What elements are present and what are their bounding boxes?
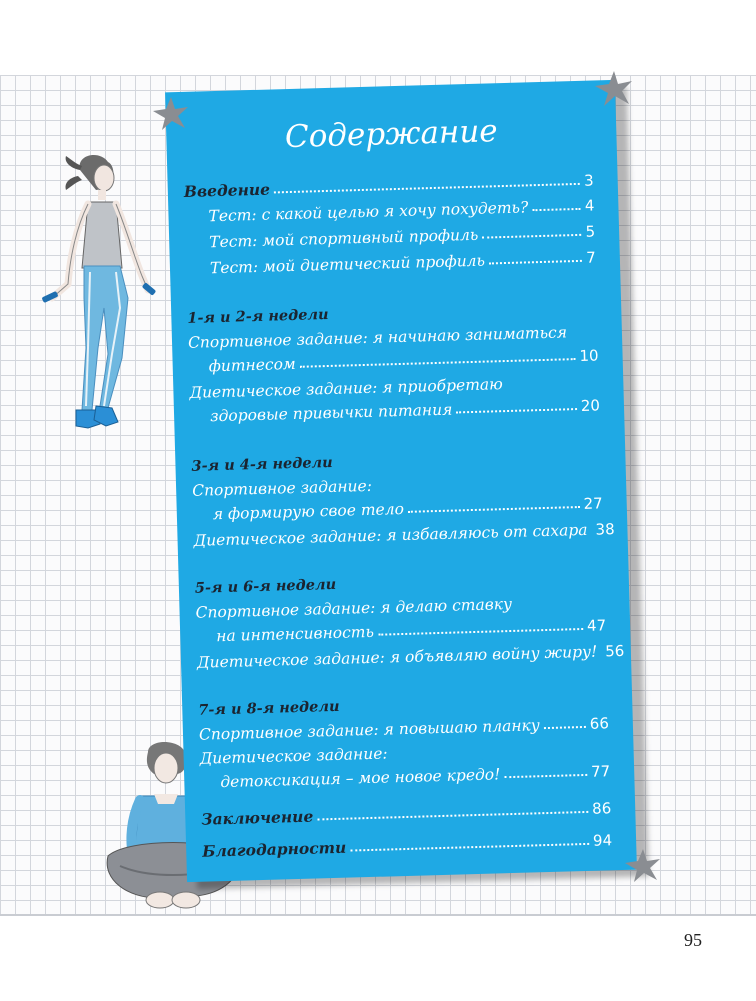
toc-entry-test-diet [210,248,596,277]
toc-entry-page: 4 [584,196,595,215]
toc-entry-intro-label: Введение [183,179,271,201]
section-heading-weeks-3-4: 3-я и 4-я недели [191,453,333,475]
toc-entry-page: 66 [589,714,610,733]
toc-entry-page: 27 [583,494,603,513]
toc-entry-test-sport [209,222,595,251]
toc-entry-weeks-7-8-diet [220,762,610,791]
toc-entry-conclusion [201,798,611,828]
toc-entry-label: Благодарности [201,837,347,861]
toc-entry-label: я формирую свое тело [212,499,405,524]
leader-dots [350,842,589,852]
toc-entry-label: Спортивное задание: я повышаю планку [198,716,541,744]
toc-entry-weeks-1-2-diet [210,396,600,425]
toc-entry-test-goal [208,196,594,225]
leader-dots [482,233,581,239]
toc-entry-label: Диетическое задание: я приобретаю [189,375,504,402]
toc-entry-label: Диетическое задание: я объявляю войну жиру! [196,642,598,672]
leader-dots [408,505,580,513]
leader-dots [274,182,580,194]
leader-dots [300,357,576,368]
toc-entry-label: Спортивное задание: [191,476,373,500]
toc-entry-page: 5 [585,222,596,241]
toc-entry-page: 38 [595,520,615,539]
toc-entry-weeks-7-8-sport [199,714,609,743]
toc-entry-page: 20 [580,396,601,415]
toc-entry-label: Спортивное задание: я начинаю заниматься [187,323,568,352]
toc-entry-label: здоровые привычки питания [209,400,453,426]
toc-entry-label: фитнесом [208,354,297,376]
toc-entry-label: Тест: мой спортивный профиль [209,225,479,252]
toc-entry-label: Спортивное задание: я делаю ставку [195,594,513,622]
star-icon [624,848,662,886]
toc-entry-weeks-5-6-diet [196,641,625,672]
toc-entry-intro-page: 3 [583,171,594,190]
toc-entry-page: 7 [586,248,597,267]
toc-entry-weeks-3-4-diet [193,520,615,550]
toc-entry-thanks [202,830,612,860]
girl-jumping-rope-illustration [30,148,170,458]
toc-entry-label: детоксикация – мое новое кредо! [220,765,501,792]
toc-entry-weeks-1-2-sport [208,346,598,375]
leader-dots [544,725,586,729]
toc-entry-page: 56 [604,641,625,661]
toc-entry-page: 10 [579,346,599,365]
toc-entry-page: 94 [592,831,613,850]
toc-entry-weeks-3-4-sport [213,494,603,523]
toc-entry-intro [184,171,594,201]
section-heading-weeks-7-8: 7-я и 8-я недели [198,697,340,719]
star-icon [594,70,634,110]
toc-entry-label: на интенсивность [216,622,375,646]
leader-dots [504,773,587,778]
leader-dots [456,407,577,413]
toc-entry-page: 86 [591,799,612,818]
toc-card [165,80,637,882]
star-icon [152,96,190,134]
leader-dots [489,259,582,265]
leader-dots [317,810,588,821]
toc-entry-label: Заключение [201,806,314,829]
toc-entry-page: 77 [590,762,611,781]
section-heading-weeks-5-6: 5-я и 6-я недели [194,575,337,597]
toc-entry-label: Диетическое задание: я избавляюсь от сахара [193,520,588,550]
leader-dots [532,207,581,211]
toc-entry-weeks-5-6-sport [216,616,606,645]
toc-entry-label: Диетическое задание: [199,744,388,768]
page-number: 95 [684,930,702,950]
toc-title: Содержание [284,113,499,156]
toc-entry-page: 47 [586,616,607,635]
section-heading-weeks-1-2: 1-я и 2-я недели [187,305,329,327]
toc-entry-label: Тест: мой диетический профиль [209,251,486,278]
toc-entry-label: Тест: с какой целью я хочу похудеть? [208,198,529,226]
leader-dots [378,627,583,636]
